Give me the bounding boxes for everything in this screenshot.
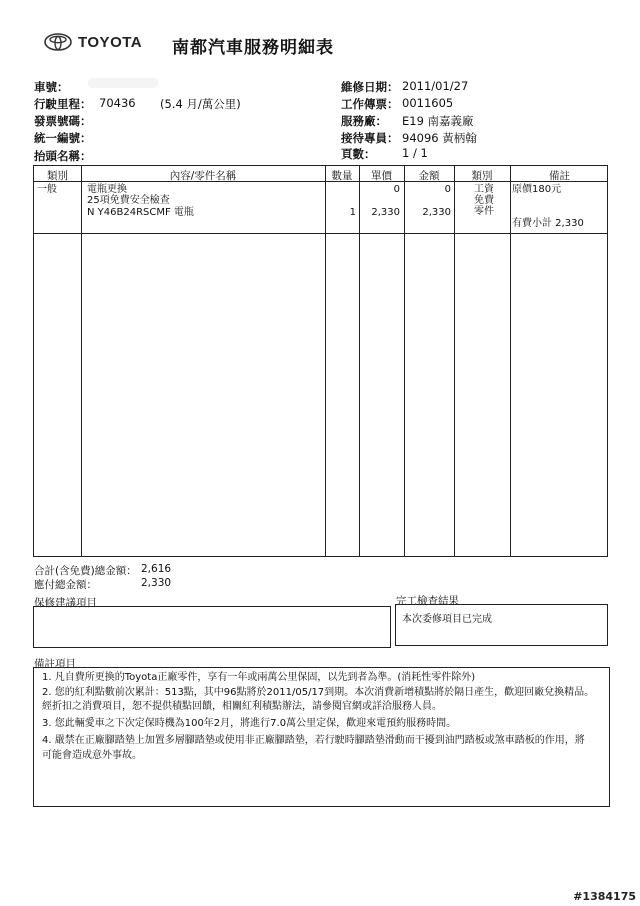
notes-label: 備註項目: [34, 658, 76, 670]
payable-label: 應付總金額：: [34, 579, 97, 591]
column-divider: [81, 166, 82, 556]
col-header-category: 類別: [47, 170, 68, 182]
item-qty: 1: [349, 207, 356, 218]
recommendation-box: [33, 606, 391, 648]
payable-value: 2,330: [141, 577, 172, 589]
row-category: 一般: [37, 184, 57, 195]
items-bottom-divider: [34, 233, 607, 234]
repair-date-label: 維修日期：: [341, 80, 399, 94]
inspection-label: 完工檢查結果: [396, 595, 459, 607]
recommendation-label: 保修建議項目: [34, 597, 97, 609]
inspection-box: [395, 604, 608, 646]
note-line: 2. 您的紅利點數前次累計：513點，其中96點將於2011/05/17到期。本次消費新增積點將於隔日產生，歡迎回廠兌換精品。: [42, 687, 595, 698]
col-header-description: 內容/零件名稱: [169, 170, 237, 182]
plate-label: 車號：: [34, 80, 69, 94]
service-plant-value: E19 南嘉義廠: [402, 114, 474, 128]
service-plant-label: 服務廠：: [341, 114, 387, 128]
remark-original-price: 原價180元: [512, 184, 562, 195]
tax-id-label: 統一編號：: [34, 131, 92, 145]
toyota-logo: [44, 33, 142, 51]
plate-value-redacted: [88, 78, 158, 88]
toyota-emblem-icon: [44, 33, 72, 51]
col-header-amount: 金額: [418, 170, 440, 182]
document-title: 南都汽車服務明細表: [172, 38, 334, 58]
col-header-qty: 數量: [331, 170, 353, 182]
advisor-value: 94096 黃柄翰: [402, 131, 477, 145]
pages-label: 頁數：: [341, 147, 376, 161]
watermark-id: #1384175: [573, 890, 636, 903]
brand-name: TOYOTA: [78, 33, 143, 51]
work-order-value: 0011605: [402, 96, 454, 110]
item-description: N Y46B24RSCMF 電瓶: [87, 207, 194, 218]
note-line: 可能會造成意外事故。: [42, 750, 142, 761]
remark-paid-subtotal: 有費小計 2,330: [512, 218, 584, 229]
col-header-remarks: 備註: [549, 170, 570, 182]
pages-value: 1 / 1: [402, 146, 428, 160]
col-header-type: 類別: [471, 170, 493, 182]
col-header-unit-price: 單價: [371, 170, 392, 182]
column-divider: [454, 166, 455, 556]
invoice-label: 發票號碼：: [34, 114, 92, 128]
buyer-label: 抬頭名稱：: [34, 149, 92, 163]
column-divider: [404, 166, 405, 556]
mileage-rate: (5.4 月/萬公里): [160, 97, 241, 111]
repair-date-value: 2011/01/27: [402, 79, 469, 93]
item-unit-price: 0: [393, 184, 400, 195]
note-line: 1. 凡自費所更換的Toyota正廠零件，享有一年或兩萬公里保固，以先到者為準。(消耗性零件除外): [42, 672, 476, 683]
total-value: 2,616: [141, 563, 172, 575]
type-parts: 零件: [474, 206, 494, 217]
type-labor: 工資: [474, 184, 494, 195]
note-line: 4. 嚴禁在正廠腳踏墊上加置多層腳踏墊或使用非正廠腳踏墊，若行駛時腳踏墊滑動而干擾到油門踏板或煞車踏板的作用，將: [42, 735, 585, 746]
item-amount: 0: [444, 184, 451, 195]
item-amount: 2,330: [422, 207, 451, 218]
mileage-value: 70436: [99, 96, 136, 110]
column-divider: [510, 166, 511, 556]
advisor-label: 接待專員：: [341, 131, 399, 145]
item-description: 電瓶更換: [87, 184, 127, 195]
notes-box: [33, 667, 610, 807]
inspection-value: 本次委修項目已完成: [402, 614, 492, 625]
mileage-label: 行駛里程：: [34, 97, 92, 111]
type-free: 免費: [474, 195, 494, 206]
note-line: 3. 您此輛愛車之下次定保時機為100年2月，將進行7.0萬公里定保，歡迎來電預約服務時間。: [42, 718, 457, 729]
note-line: 經折扣之消費項目，恕不提供積點回饋，相關紅利積點辦法，請參閱官網或詳洽服務人員。: [42, 701, 442, 712]
item-description: 25項免費安全檢查: [87, 195, 170, 206]
item-unit-price: 2,330: [371, 207, 400, 218]
total-label: 合計(含免費)總金額：: [34, 565, 137, 577]
work-order-label: 工作傳票：: [341, 97, 399, 111]
service-detail-table: [33, 165, 608, 557]
column-divider: [325, 166, 326, 556]
column-divider: [359, 166, 360, 556]
